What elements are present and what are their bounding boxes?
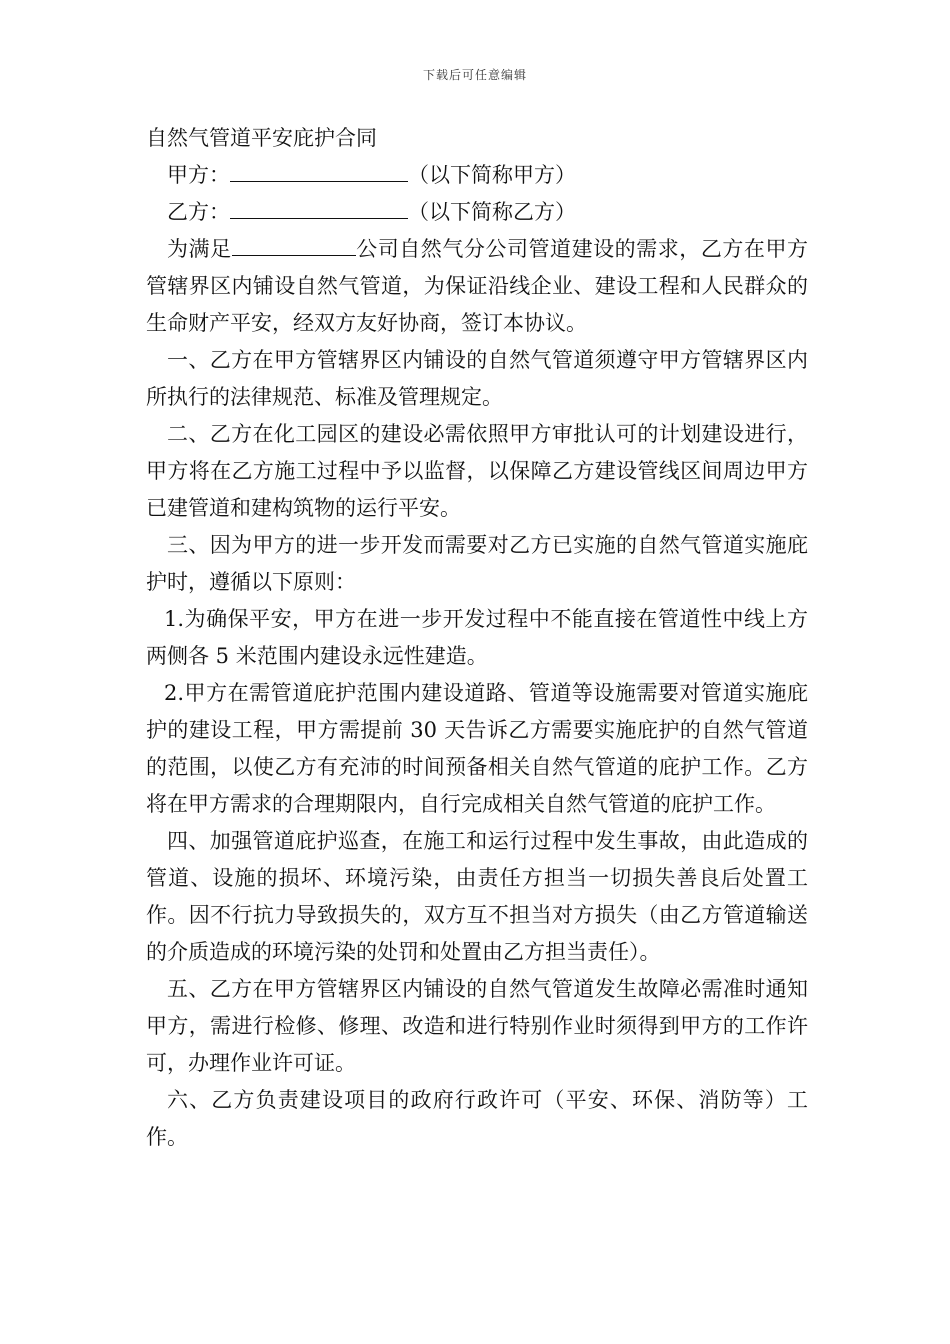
company-blank[interactable] — [232, 231, 356, 256]
contract-title: 自然气管道平安庇护合同 — [146, 126, 377, 150]
intro-paragraph — [146, 231, 808, 342]
intro-rest: 公司自然气分公司管道建设的需求，乙方在甲方管辖界区内铺设自然气管道，为保证沿线企业、建设工程和人民群众的生命财产平安，经双方友好协商，签订本协议。 — [146, 237, 808, 335]
page-header-note: 下载后可任意编辑 — [422, 68, 527, 82]
intro-prefix: 为满足 — [167, 237, 232, 261]
clause-3: 三、因为甲方的进一步开发而需要对乙方已实施的自然气管道实施庇护时，遵循以下原则： — [146, 533, 808, 594]
party-a-label: 甲方： — [167, 163, 230, 187]
clause-3-item-1: 1.为确保平安，甲方在进一步开发过程中不能直接在管道性中线上方两侧各 5 米范围内建设永远性建造。 — [146, 607, 808, 668]
party-a-blank[interactable] — [230, 157, 408, 182]
clause-3-item-2: 2.甲方在需管道庇护范围内建设道路、管道等设施需要对管道实施庇护的建设工程，甲方需提前 30 天告诉乙方需要实施庇护的自然气管道的范围，以使乙方有充沛的时间预备相关自然气管道的庇护工作。乙方将在甲方需求的合理期限内，自行完成相关自然气管道的庇护工作。 — [146, 681, 808, 816]
party-b-label: 乙方： — [167, 200, 230, 224]
party-b-line — [146, 194, 808, 231]
party-b-suffix: （以下简称乙方） — [408, 200, 576, 224]
party-a-line — [146, 157, 808, 194]
party-b-blank[interactable] — [230, 194, 408, 219]
clause-1: 一、乙方在甲方管辖界区内铺设的自然气管道须遵守甲方管辖界区内所执行的法律规范、标准及管理规定。 — [146, 348, 808, 409]
clause-6: 六、乙方负责建设项目的政府行政许可（平安、环保、消防等）工作。 — [146, 1088, 808, 1149]
contract-body — [146, 121, 808, 1156]
clause-2: 二、乙方在化工园区的建设必需依照甲方审批认可的计划建设进行，甲方将在乙方施工过程中予以监督，以保障乙方建设管线区间周边甲方已建管道和建构筑物的运行平安。 — [146, 422, 808, 520]
clause-4: 四、加强管道庇护巡查，在施工和运行过程中发生事故，由此造成的管道、设施的损坏、环境污染，由责任方担当一切损失善良后处置工作。因不行抗力导致损失的，双方互不担当对方损失（由乙方管道输送的介质造成的环境污染的处罚和处置由乙方担当责任）。 — [146, 829, 808, 964]
party-a-suffix: （以下简称甲方） — [408, 163, 576, 187]
clause-5: 五、乙方在甲方管辖界区内铺设的自然气管道发生故障必需准时通知甲方，需进行检修、修理、改造和进行特别作业时须得到甲方的工作许可，办理作业许可证。 — [146, 977, 808, 1075]
